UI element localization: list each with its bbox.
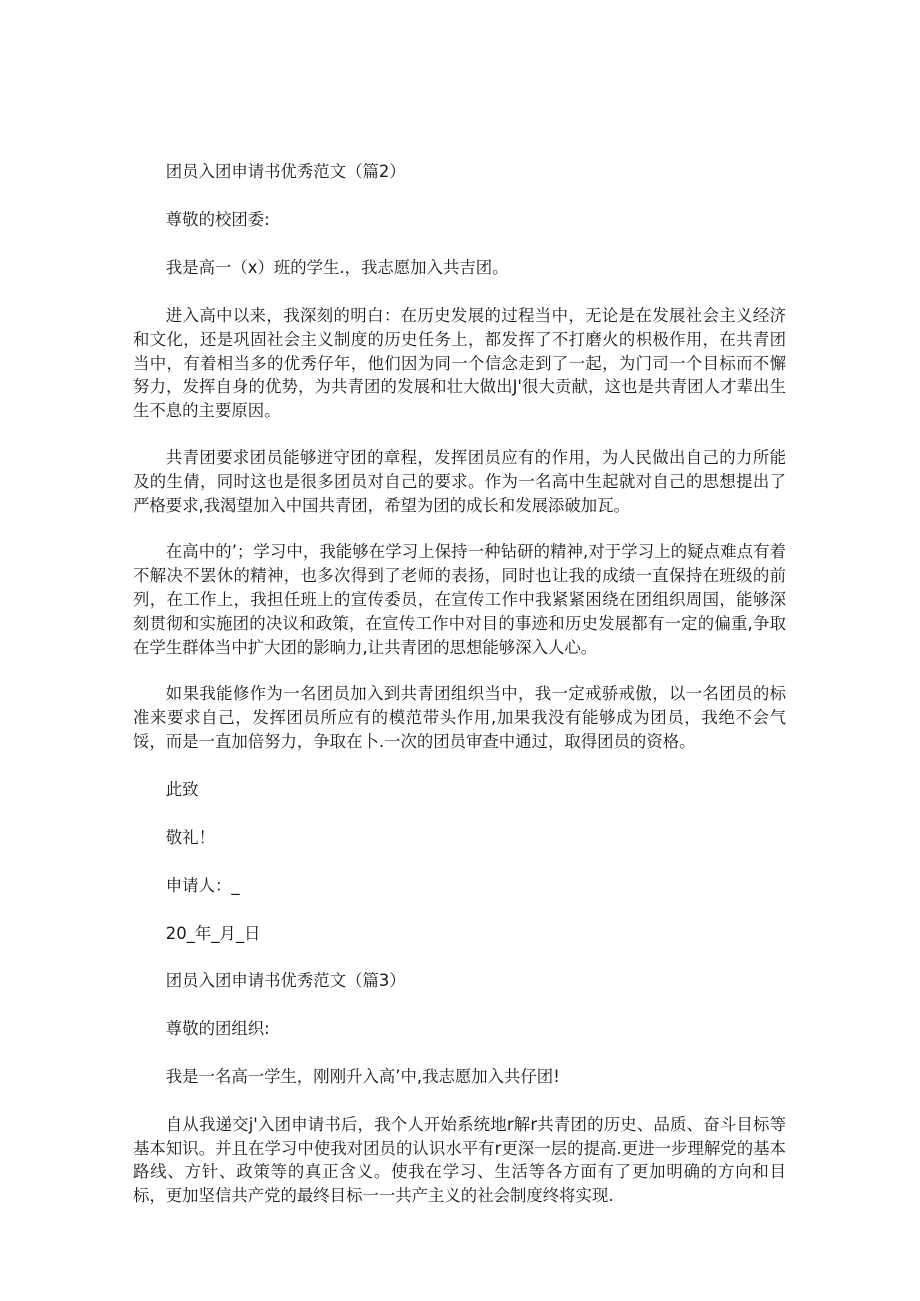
section-3-salutation: 尊敬的团组织: <box>165 1018 270 1038</box>
date-line: 20_年_月_日 <box>165 923 261 943</box>
closing-line-2: 敬礼！ <box>165 827 215 847</box>
closing-line-1: 此致 <box>165 779 199 799</box>
section-2-paragraph-2: 进入高中以来，我深刻的明白：在历史发展的过程当中，无论是在发展社会主义经济和文化，还是巩固社会主义制度的历史任务上，都发挥了不打磨火的枳极作用，在共青团当中，有着相当多的优秀仔年，他们因为同一个信念走到了一起，为门司一个目标而不懈努力，发挥自身的优势，为共青团的发展和壮大做出J'很大贡献，这也是共青团人才辈出生生不息的主要原因。 <box>133 306 786 421</box>
section-2-salutation: 尊敬的校团委: <box>165 210 270 229</box>
section-2-paragraph-5: 如果我能修作为一名团员加入到共青团组织当中，我一定戒骄戒傲，以一名团员的标准来要求自己，发挥团员所应有的模范带头作用,加果我没有能够成为团员，我绝不会气馁，而是一直加倍努力，争取在卜.一次的团员审查中通过，取得团员的资格。 <box>133 684 786 751</box>
section-2-paragraph-1: 我是高一（x）班的学生.，我志愿加入共吉团。 <box>165 258 509 277</box>
section-3-paragraph-1: 我是一名高一学生，刚刚升入高’中,我志愿加入共仔团! <box>165 1066 560 1086</box>
applicant-line: 申请人：_ <box>165 875 240 895</box>
section-3-paragraph-2: 自从我递交j'入团申请书后，我个人开始系统地r解r共青团的历史、品质、奋斗目标等基本知识。并且在学习中使我对团员的认识水平有r更深一层的提高.更进一步理解党的基本路线、方针、政策等的真正含义。使我在学习、生活等各方面有了更加明确的方向和目标，更加坚信共产党的最终目标一一共产主义的社会制度终将实现. <box>133 1114 786 1206</box>
section-2-paragraph-4: 在高中的’；学习中，我能够在学习上保持一种钻研的精神,对于学习上的疑点难点有着不解决不罢休的精神，也多次得到了老师的表扬，同时也让我的成绩一直保持在班级的前列，在工作上，我担任班上的宣传委员，在宣传工作中我紧紧困绕在团组织周国，能够深刻贯彻和实施团的决议和政策，在宣传工作中对目的事迹和历史发展都有一定的偏重,争取在学生群体当中扩大团的影晌力,让共青团的思想能够深入人心。 <box>133 542 786 657</box>
section-2-paragraph-3: 共青团要求团员能够迸守团的章程，发挥团员应有的作用，为人民做出自己的力所能及的生倩，同时这也是很多团员对自己的要求。作为一名高中生起就对自己的思想提出了严格要求,我渴望加入中国共青团，希望为团的成长和发展添破加瓦。 <box>133 447 786 515</box>
document-body <box>133 153 786 1208</box>
section-3-title: 团员入团申请书优秀范文（篇3） <box>165 970 406 990</box>
section-2-title: 团员入团申请书优秀范文（篇2） <box>165 162 406 181</box>
